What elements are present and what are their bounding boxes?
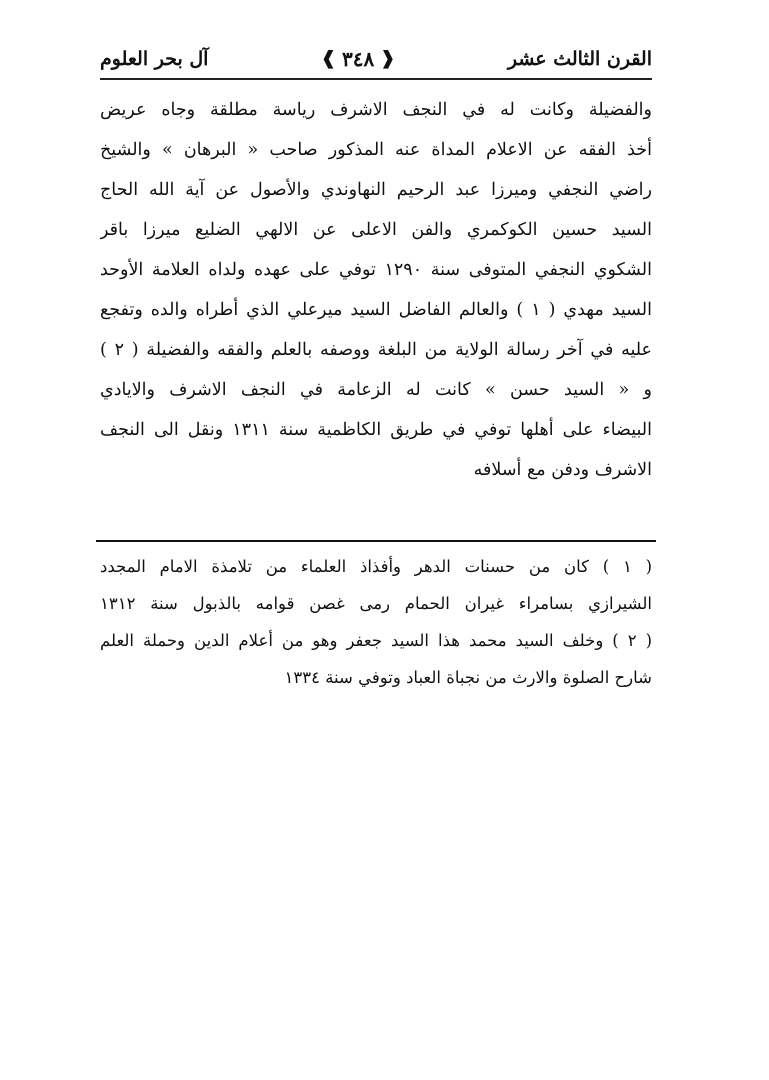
page-header xyxy=(100,42,652,76)
text-line: السيد حسين الكوكمري والفن الاعلى عن الالهي الضليع ميرزا باقر xyxy=(100,220,652,240)
footnote-line: شارح الصلوة والارث من نجباة العباد وتوفي سنة ١٣٣٤ xyxy=(284,668,652,687)
page-number-group xyxy=(321,47,395,71)
ornament-right-icon: ❱ xyxy=(320,48,337,69)
footnote-divider xyxy=(96,540,656,542)
text-line: السيد مهدي ( ١ ) والعالم الفاضل السيد ميرعلي الذي أطراه والده وتفجع xyxy=(100,300,652,320)
text-line: راضي النجفي وميرزا عبد الرحيم النهاوندي والأصول عن آية الله الحاج xyxy=(100,180,652,200)
running-head-chapter: القرن الثالث عشر xyxy=(507,48,652,70)
running-head-family: آل بحر العلوم xyxy=(100,48,209,70)
footnote-line: ( ١ ) كان من حسنات الدهر وأفذاذ العلماء من تلامذة الامام المجدد xyxy=(100,557,652,576)
text-line: الاشرف ودفن مع أسلافه xyxy=(473,460,652,480)
ornament-left-icon: ❰ xyxy=(380,48,396,69)
main-text xyxy=(100,90,652,490)
footnote-line: الشيرازي بسامراء غيران الحمام رمى غصن قوامه بالذبول سنة ١٣١٢ xyxy=(100,594,652,613)
text-line: عليه في آخر رسالة الولاية من البلغة ووصفه بالعلم والفقه والفضيلة ( ٢ ) xyxy=(100,340,652,360)
footnotes xyxy=(100,548,652,696)
text-line: و « السيد حسن » كانت له الزعامة في النجف الاشرف والايادي xyxy=(100,380,652,400)
text-line: البيضاء على أهلها توفي في طريق الكاظمية سنة ١٣١١ ونقل الى النجف xyxy=(100,420,652,440)
header-rule xyxy=(100,78,652,80)
text-line: أخذ الفقه عن الاعلام المداة عنه المذكور صاحب « البرهان » والشيخ xyxy=(100,140,652,160)
page-number: ٣٤٨ xyxy=(342,47,375,71)
footnote-line: ( ٢ ) وخلف السيد محمد هذا السيد جعفر وهو من أعلام الدين وحملة العلم xyxy=(100,631,652,650)
text-line: الشكوي النجفي المتوفى سنة ١٢٩٠ توفي على عهده ولداه العلامة الأوحد xyxy=(100,260,652,280)
text-line: والفضيلة وكانت له في النجف الاشرف رياسة مطلقة وجاه عريض xyxy=(100,100,652,120)
